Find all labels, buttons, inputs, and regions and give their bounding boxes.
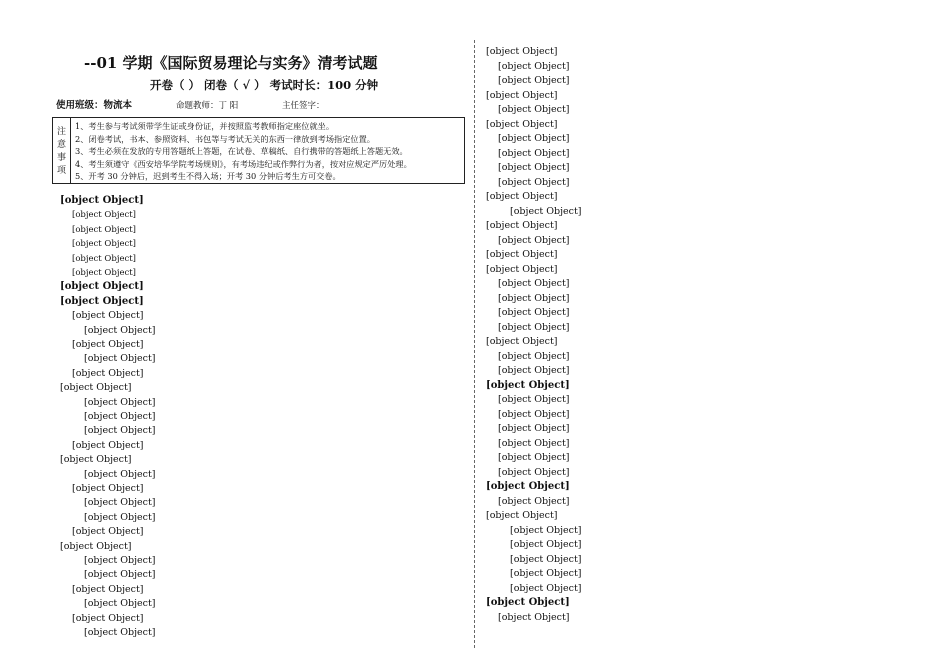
question-line: [object Object] (84, 511, 156, 523)
section-heading: [object Object] (486, 597, 570, 608)
question-line: [object Object] (498, 307, 570, 318)
question-line: [object Object] (486, 336, 558, 347)
question-line: [object Object] (60, 382, 132, 394)
question-line: [object Object] (72, 253, 136, 264)
question-line: [object Object] (498, 133, 570, 144)
right-column (478, 0, 948, 658)
question-line: [object Object] (498, 495, 570, 507)
question-line: [object Object] (498, 350, 570, 362)
teacher-label: 命题教师：丁 阳 (176, 101, 239, 111)
question-line: [object Object] (72, 367, 144, 379)
question-line: [object Object] (84, 396, 156, 408)
notice-item: 1、考生参与考试须带学生证或身份证，并按照监考教师指定座位就坐。 (75, 121, 335, 131)
question-line: [object Object] (498, 60, 570, 72)
question-line: [object Object] (84, 353, 156, 365)
question-line: [object Object] (72, 210, 136, 221)
question-line: [object Object] (498, 147, 570, 159)
question-line: [object Object] (72, 612, 144, 624)
question-line: [object Object] (498, 75, 570, 86)
question-line: [object Object] (498, 176, 570, 188)
question-line: [object Object] (486, 263, 558, 275)
question-line: [object Object] (498, 611, 570, 623)
question-line: [object Object] (84, 468, 156, 480)
question-line: [object Object] (498, 437, 570, 449)
left-column (0, 0, 470, 658)
notice-item: 3、考生必须在发放的专用答题纸上答题，在试卷、草稿纸、自行携带的答题纸上答题无效。 (75, 146, 408, 157)
notice-label: 注意事项 (53, 118, 71, 183)
question-line: [object Object] (72, 583, 144, 595)
question-line: [object Object] (72, 339, 144, 350)
question-line: [object Object] (498, 234, 570, 246)
question-line: [object Object] (84, 411, 156, 422)
question-line: [object Object] (498, 292, 570, 304)
question-line: [object Object] (498, 321, 570, 333)
question-line: [object Object] (510, 568, 582, 579)
question-line: [object Object] (486, 89, 558, 101)
column-divider (474, 40, 475, 648)
question-line: [object Object] (84, 497, 156, 509)
question-line: [object Object] (72, 310, 144, 322)
question-line: [object Object] (498, 162, 570, 173)
question-line: [object Object] (498, 408, 570, 420)
question-line: [object Object] (498, 278, 570, 289)
question-line: [object Object] (72, 224, 136, 235)
section-heading: [object Object] (486, 379, 570, 391)
question-line: [object Object] (486, 510, 558, 521)
exam-title: --01 学期《国际贸易理论与实务》清考试题 (84, 54, 378, 72)
question-line: [object Object] (84, 569, 156, 581)
question-line: [object Object] (84, 324, 156, 336)
question-line: [object Object] (486, 220, 558, 231)
question-line: [object Object] (510, 205, 582, 217)
question-line: [object Object] (510, 582, 582, 594)
question-line: [object Object] (72, 239, 136, 250)
question-line: [object Object] (486, 249, 558, 260)
notice-list (75, 120, 462, 183)
section-heading: [object Object] (486, 481, 570, 492)
section-heading: [object Object] (60, 295, 144, 307)
question-line: [object Object] (486, 118, 558, 130)
notice-item: 4、考生须遵守《西安培华学院考场规则》，有考场违纪或作弊行为者，按对应规定严厉处理。 (75, 158, 412, 169)
question-line: [object Object] (72, 526, 144, 538)
question-line: [object Object] (498, 104, 570, 115)
question-line: [object Object] (486, 191, 558, 202)
question-line: [object Object] (84, 627, 156, 638)
question-line: [object Object] (498, 466, 570, 478)
question-line: [object Object] (84, 555, 156, 566)
exam-type-line: 开卷（ ） 闭卷（ √ ） 考试时长：100 分钟 (150, 78, 379, 92)
question-line: [object Object] (510, 524, 582, 536)
question-line: [object Object] (498, 423, 570, 434)
question-line: [object Object] (60, 540, 132, 552)
section-heading: [object Object] (60, 195, 144, 206)
question-line: [object Object] (498, 394, 570, 405)
supervisor-signature-label: 主任签字： (282, 101, 325, 111)
section-heading: [object Object] (60, 281, 144, 293)
question-line: [object Object] (60, 454, 132, 466)
question-line: [object Object] (498, 452, 570, 463)
class-label: 使用班级：物流本 (56, 100, 133, 111)
question-line: [object Object] (510, 539, 582, 550)
question-line: [object Object] (72, 483, 144, 494)
question-line: [object Object] (72, 268, 136, 278)
notice-item: 2、闭卷考试，书本、参照资料、书包等与考试无关的东西一律放到考场指定位置。 (75, 133, 375, 144)
notice-item: 5、开考 30 分钟后，迟到考生不得入场；开考 30 分钟后考生方可交卷。 (75, 171, 341, 182)
question-line: [object Object] (84, 425, 156, 437)
question-line: [object Object] (486, 46, 558, 57)
question-line: [object Object] (510, 553, 582, 565)
question-line: [object Object] (72, 439, 144, 451)
question-line: [object Object] (84, 598, 156, 610)
notice-box (52, 117, 465, 184)
question-line: [object Object] (498, 365, 570, 376)
